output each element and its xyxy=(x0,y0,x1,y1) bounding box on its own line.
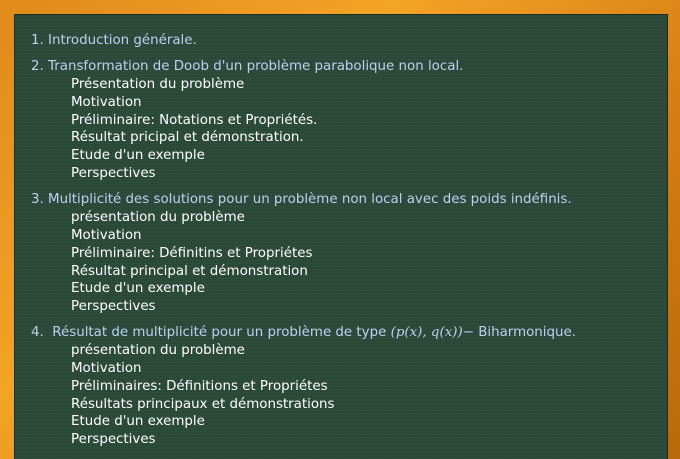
heading-suffix: Biharmonique. xyxy=(473,325,576,341)
chalkboard xyxy=(14,14,668,459)
section-3 xyxy=(31,191,668,316)
list-item: Etude d'un exemple xyxy=(71,414,205,430)
section-2 xyxy=(31,58,668,183)
list-item: Perspectives xyxy=(71,299,156,315)
list-item: Résultat principal et démonstration xyxy=(71,263,308,279)
list-item: Motivation xyxy=(71,94,142,110)
section-heading xyxy=(31,324,668,342)
list-item: Résultat pricipal et démonstration. xyxy=(71,130,304,146)
list-item: Perspectives xyxy=(71,432,156,448)
list-item: Etude d'un exemple xyxy=(71,148,205,164)
heading-math: (p(x), q(x))− xyxy=(390,325,474,341)
list-item: présentation du problème xyxy=(71,343,245,359)
list-item: Préliminaires: Définitions et Propriétes xyxy=(71,378,328,394)
section-1 xyxy=(31,32,668,50)
section-4 xyxy=(31,324,668,449)
list-item: Motivation xyxy=(71,227,142,243)
list-item: Etude d'un exemple xyxy=(71,281,205,297)
list-item: Préliminaire: Notations et Propriétés. xyxy=(71,112,318,128)
list-item: Motivation xyxy=(71,361,142,377)
list-item: Préliminaire: Définitins et Propriétes xyxy=(71,245,313,261)
heading-prefix: 4. Résultat de multiplicité pour un problème de type xyxy=(31,325,391,341)
list-item: Perspectives xyxy=(71,166,156,182)
section-heading: 3. Multiplicité des solutions pour un problème non local avec des poids indéfinis. xyxy=(31,192,572,208)
section-heading: 1. Introduction générale. xyxy=(31,33,197,48)
list-item: présentation du problème xyxy=(71,210,245,226)
list-item: Résultats principaux et démonstrations xyxy=(71,396,335,412)
section-heading: 2. Transformation de Doob d'un problème parabolique non local. xyxy=(31,59,464,75)
list-item: Présentation du problème xyxy=(71,77,245,93)
